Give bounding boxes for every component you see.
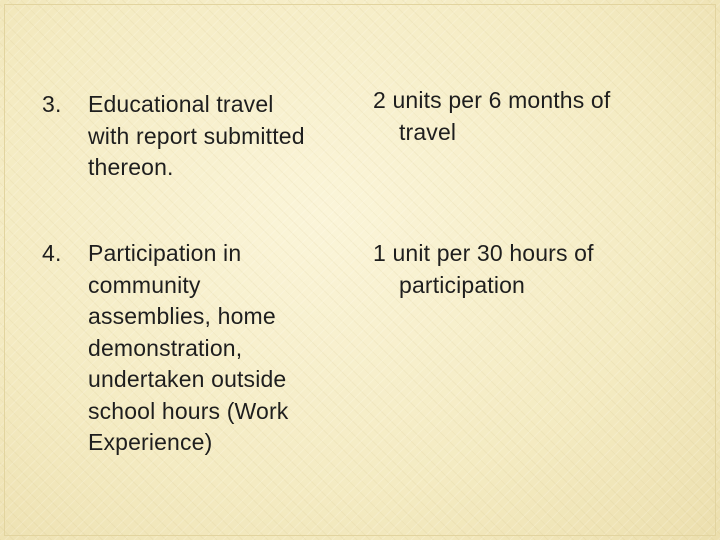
units-line: 1 unit per 30 hours of [373,240,594,266]
activity-line: community [88,271,201,298]
units-line: travel [399,118,457,145]
activity-line: demonstration, [88,334,243,361]
activity-line [42,89,305,121]
activity-item-4 [42,238,288,459]
activity-line: school hours (Work [88,397,289,424]
activity-text: Participation in [88,240,242,266]
activity-item-3 [42,89,305,184]
activity-line: undertaken outside [88,366,287,392]
units-line: participation [399,271,525,298]
units-item-3 [373,85,610,148]
units-line: 2 units per 6 months of [373,87,611,113]
activity-line: thereon. [88,154,174,180]
item-number: 3. [42,91,62,117]
units-item-4 [373,238,594,301]
activity-line [42,238,288,270]
activity-line: with report submitted [88,122,305,149]
activity-line: Experience) [88,429,213,455]
item-number: 4. [42,240,62,266]
activity-text: Educational travel [88,91,274,117]
activity-line: assemblies, home [88,303,276,329]
